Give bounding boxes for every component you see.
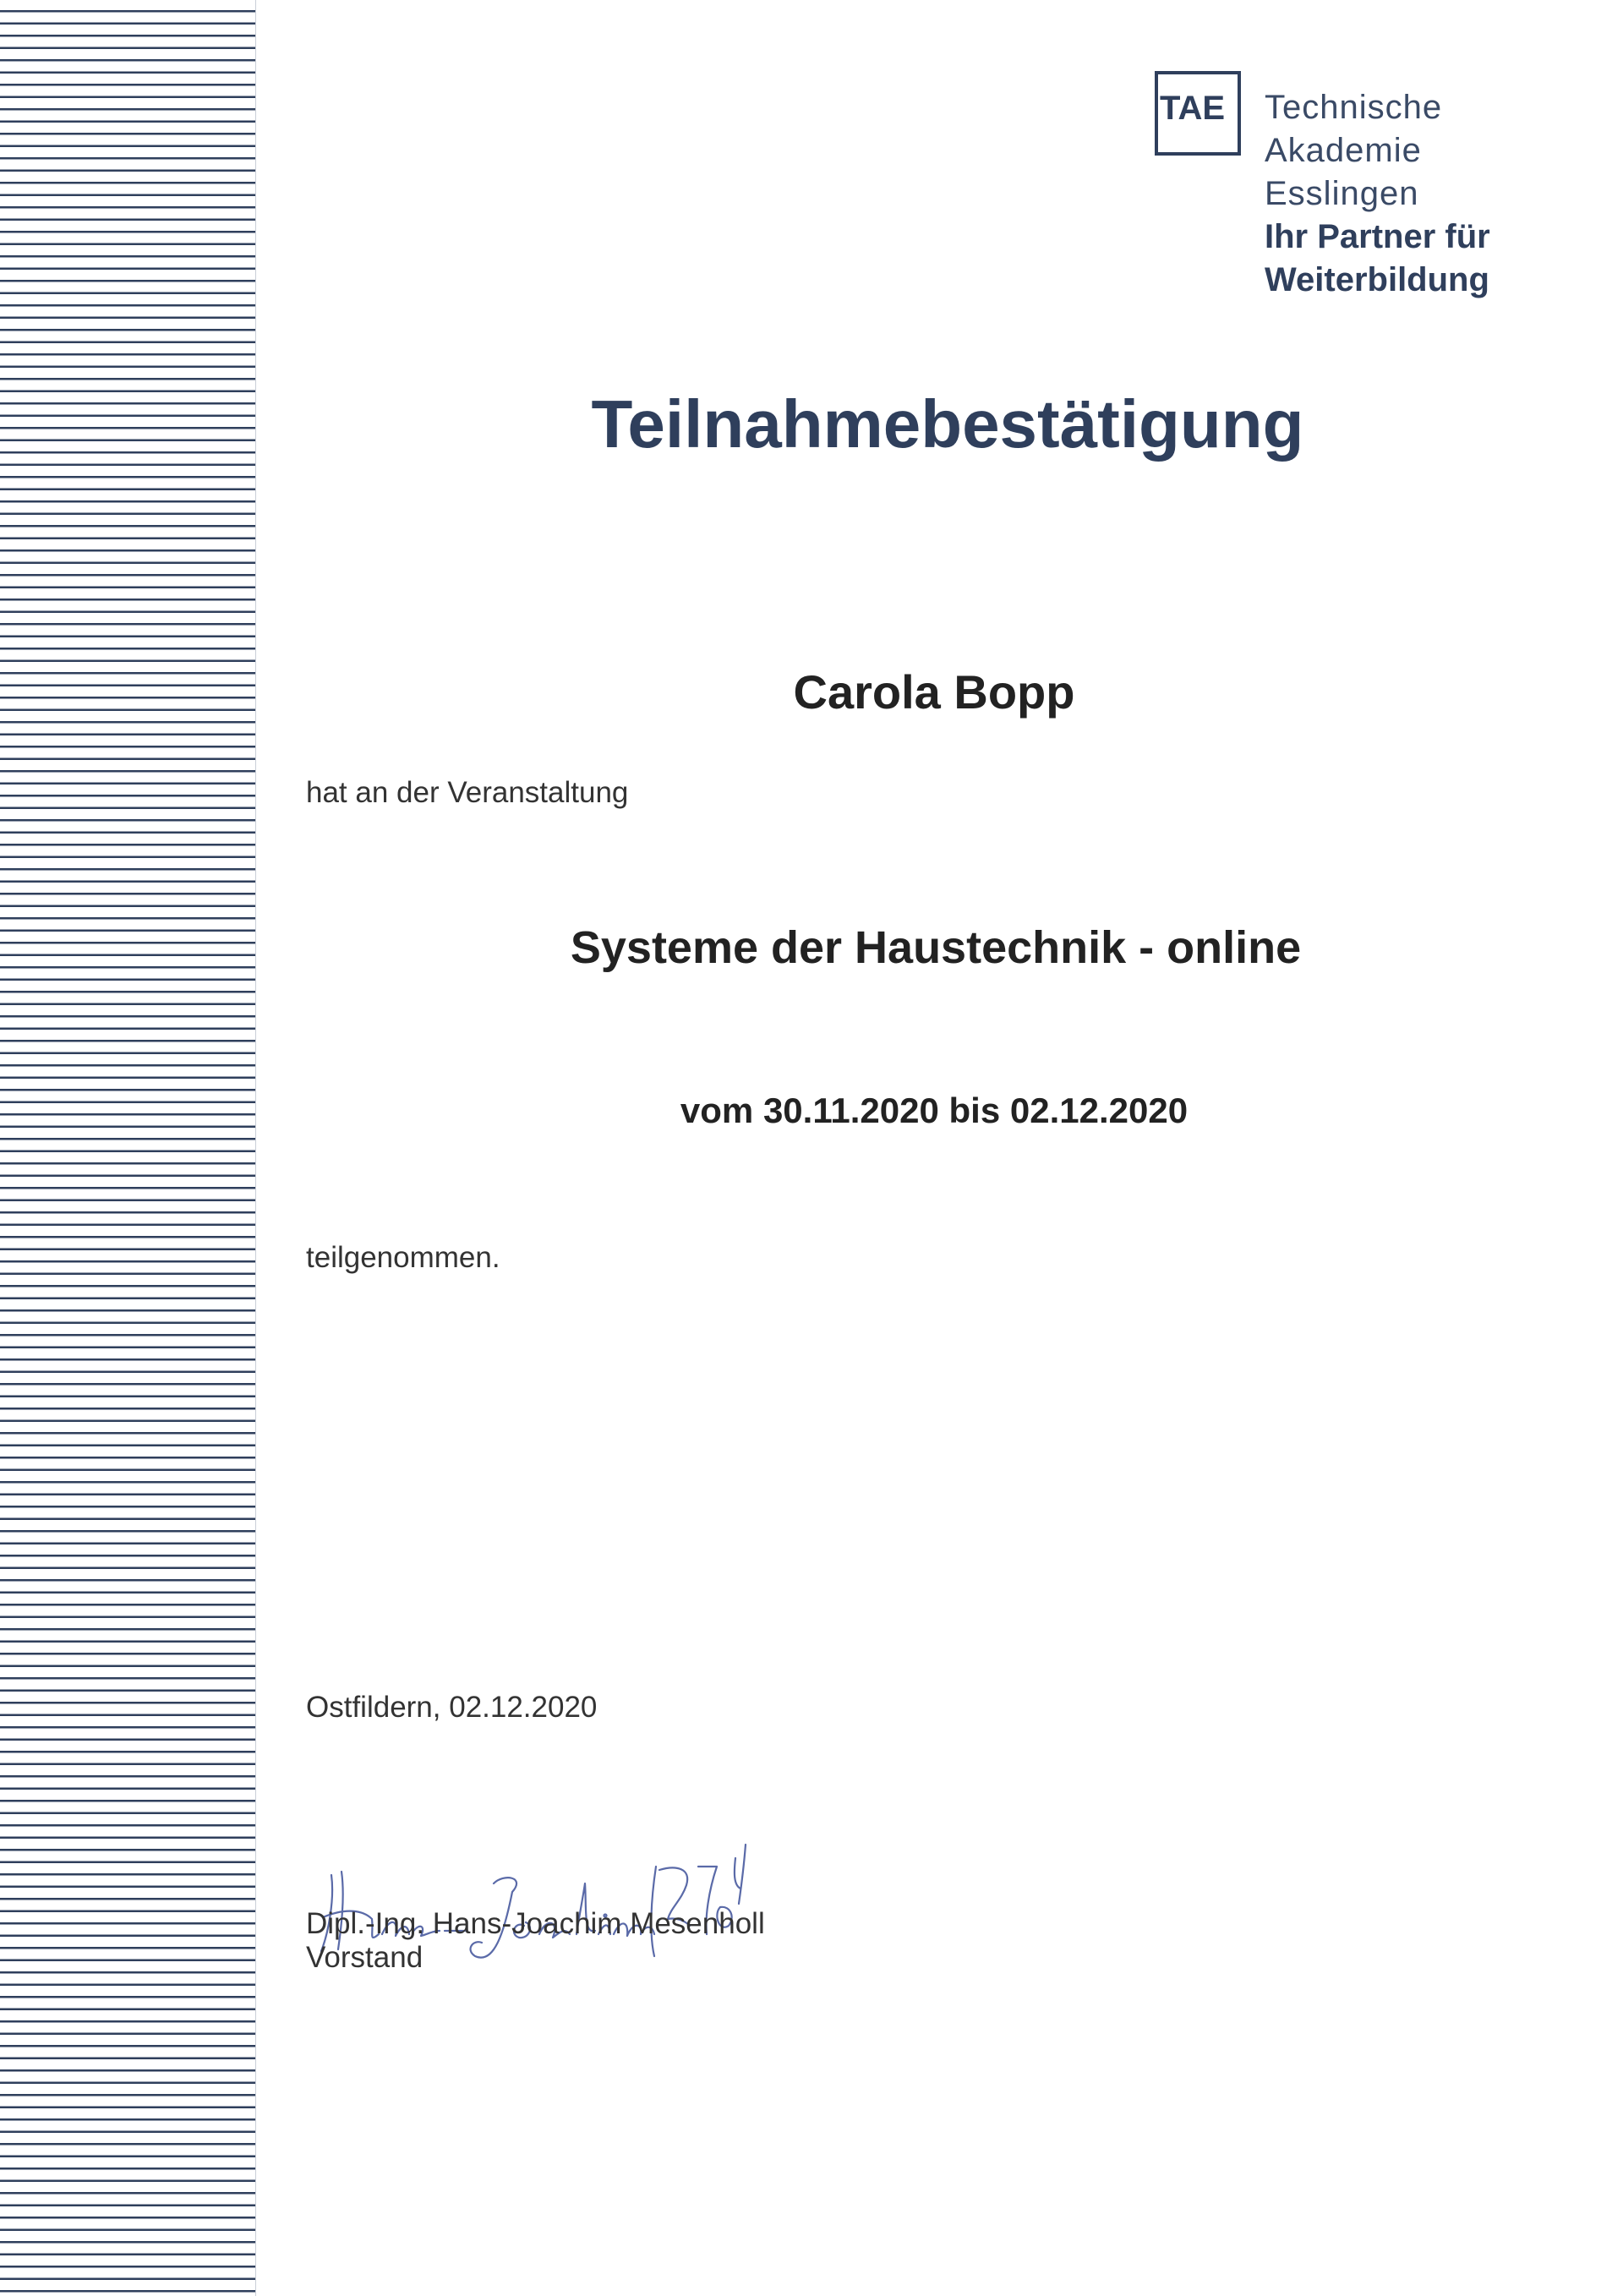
logo-tagline-2: Weiterbildung (1265, 261, 1489, 298)
event-dates-row (255, 1091, 1623, 1131)
signatory-name: Dipl.-Ing. Hans-Joachim Mesenholl (306, 1907, 765, 1940)
logo-tagline-1: Ihr Partner für (1265, 218, 1490, 255)
event-dates: vom 30.11.2020 bis 02.12.2020 (680, 1091, 1189, 1130)
event-title-row (255, 921, 1623, 974)
logo-line-2: Akademie (1265, 132, 1422, 169)
document-title-row (255, 385, 1623, 463)
logo-box (1155, 71, 1241, 156)
tae-logo (1155, 68, 1560, 313)
document-title: Teilnahmebestätigung (591, 386, 1304, 462)
intro-text: hat an der Veranstaltung (306, 776, 629, 809)
closing-text: teilgenommen. (306, 1241, 500, 1274)
signatory-block (306, 1907, 765, 1975)
decorative-stripes (0, 0, 256, 2296)
logo-line-3: Esslingen (1265, 175, 1419, 212)
place-date: Ostfildern, 02.12.2020 (306, 1691, 598, 1724)
logo-letters: TAE (1160, 90, 1226, 127)
signatory-role: Vorstand (306, 1941, 424, 1974)
participant-row (255, 664, 1623, 719)
event-title: Systeme der Haustechnik - online (570, 922, 1302, 973)
participant-name: Carola Bopp (793, 665, 1075, 719)
logo-text (1265, 86, 1490, 302)
logo-line-1: Technische (1265, 89, 1443, 126)
